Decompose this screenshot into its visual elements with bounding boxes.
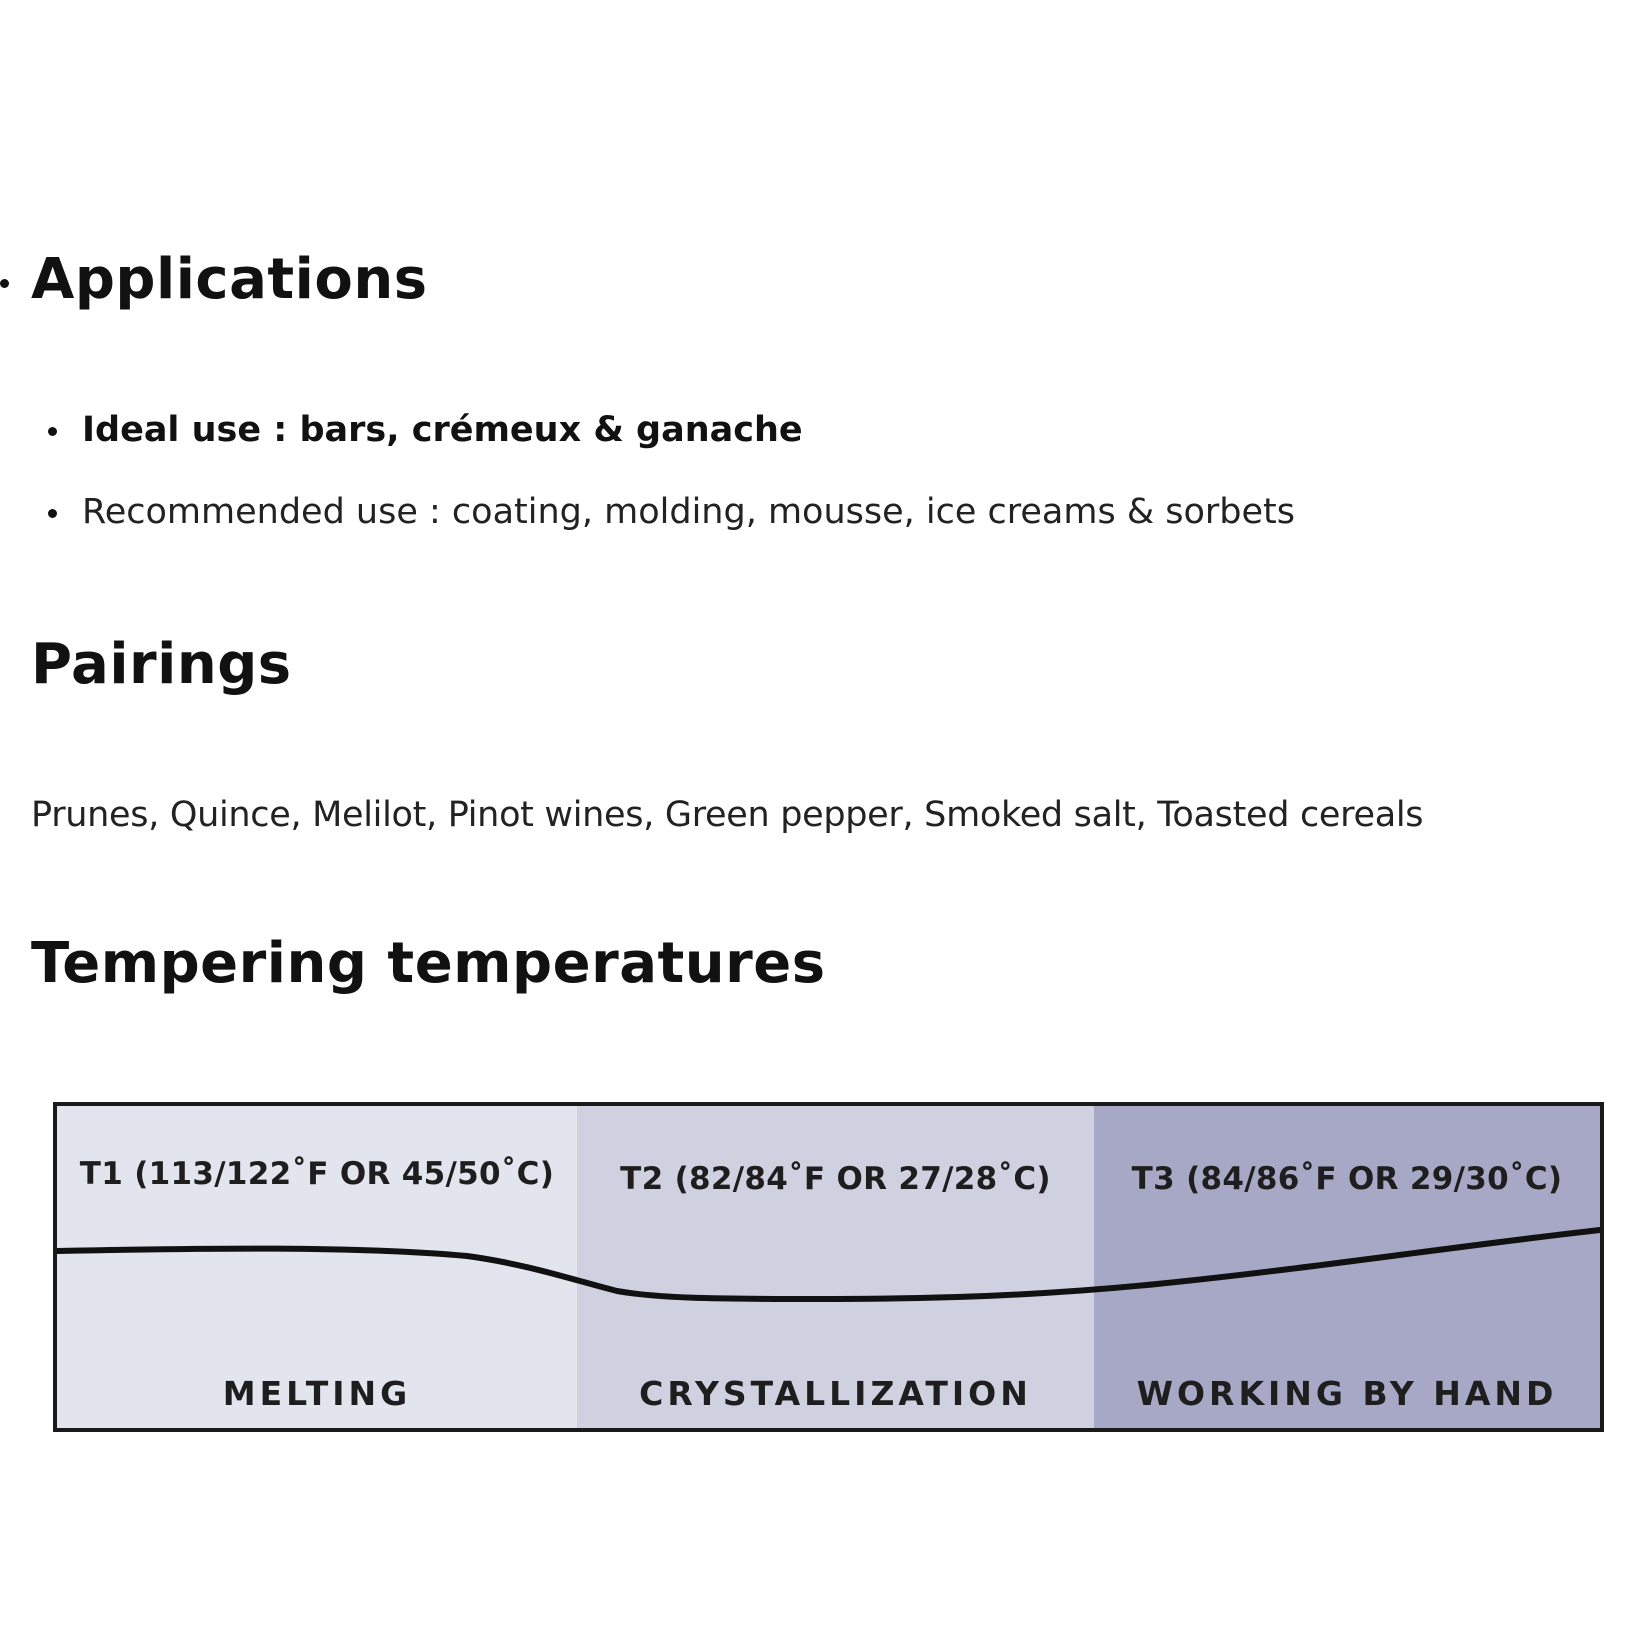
- phase-temperature-label: T1 (113/122˚F OR 45/50˚C): [79, 1156, 555, 1192]
- phase-temperature-label: T3 (84/86˚F OR 29/30˚C): [1131, 1161, 1563, 1197]
- phase-temperature-label: T2 (82/84˚F OR 27/28˚C): [620, 1161, 1051, 1197]
- temperature-curve-line: [57, 1230, 1600, 1299]
- applications-list: [46, 410, 1295, 532]
- temperature-curve: [57, 1106, 1600, 1428]
- pairings-heading: Pairings: [31, 632, 292, 697]
- bullet-icon: [0, 279, 9, 288]
- applications-heading: Applications: [31, 247, 428, 312]
- ideal-use-item: Ideal use : bars, crémeux & ganache: [46, 410, 1295, 450]
- tempering-heading: Tempering temperatures: [31, 931, 826, 996]
- pairings-text: Prunes, Quince, Melilot, Pinot wines, Green pepper, Smoked salt, Toasted cereals: [31, 795, 1424, 835]
- phase-stage-label: WORKING BY HAND: [1136, 1374, 1558, 1413]
- recommended-use-item: Recommended use : coating, molding, mousse, ice creams & sorbets: [46, 492, 1295, 532]
- phase-stage-label: CRYSTALLIZATION: [639, 1374, 1032, 1413]
- phase-stage-label: MELTING: [222, 1374, 412, 1413]
- tempering-diagram: [53, 1102, 1604, 1432]
